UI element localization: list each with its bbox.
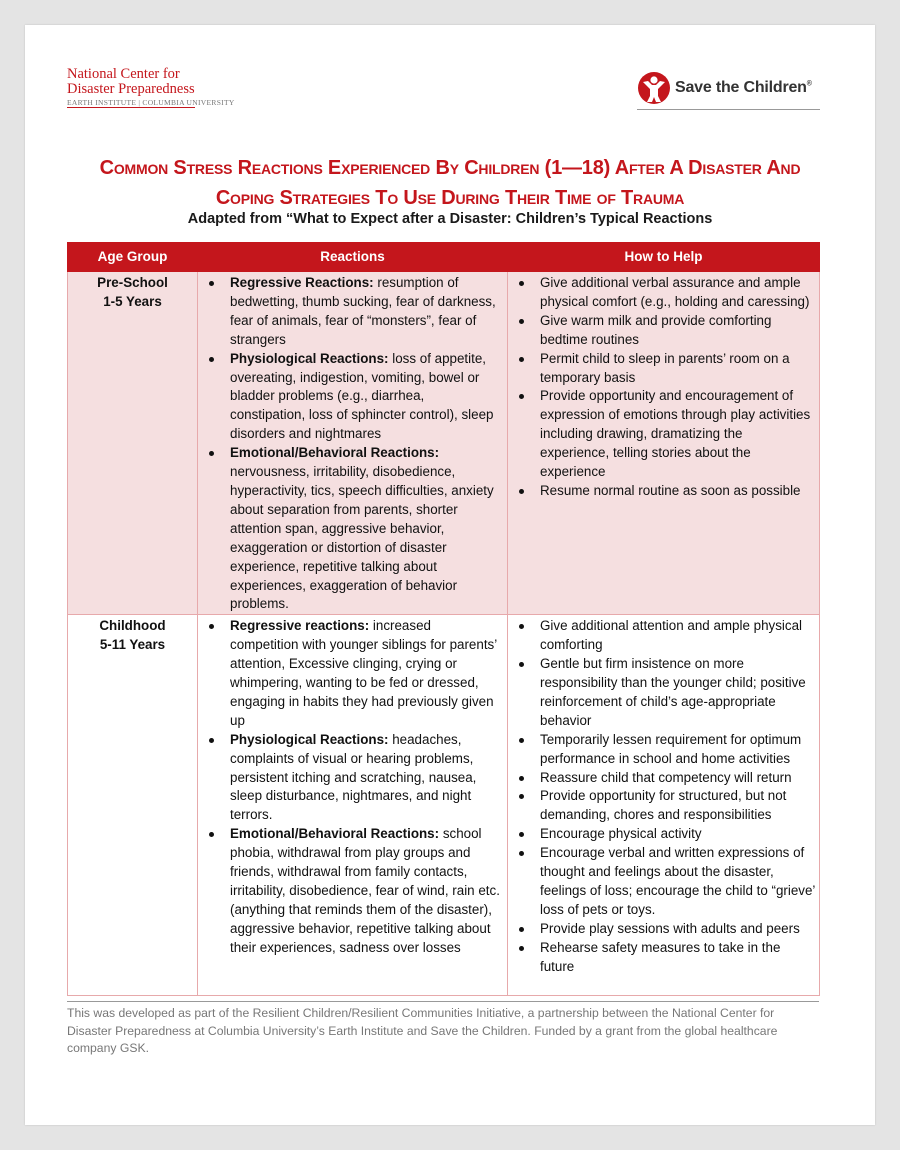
reaction-text: increased competition with younger siblings for parents’ attention, Excessive clinging, crying or whimpering, wanting to be fed or dressed, engaging in habits they had previously given up [230, 618, 497, 728]
list-item [202, 825, 503, 957]
header-rule [637, 109, 820, 110]
help-list [512, 617, 815, 976]
list-item: Rehearse safety measures to take in the future [512, 939, 815, 977]
list-item: Temporarily lessen requirement for optimum performance in school and home activities [512, 731, 815, 769]
footer-note: This was developed as part of the Resilient Children/Resilient Communities Initiative, a partnership between the National Center for Disaster Preparedness at Columbia University’s Earth Institute and Save the Children. Funded by a grant from the global healthcare company GSK. [67, 1006, 778, 1055]
ncdp-logo [67, 67, 235, 108]
save-the-children-wordmark: Save the Children® [675, 79, 812, 96]
reaction-label: Physiological Reactions: [230, 350, 389, 366]
list-item: Give additional attention and ample physical comforting [512, 617, 815, 655]
reaction-label: Regressive Reactions: [230, 275, 374, 290]
reactions-cell [198, 615, 508, 996]
list-item: Encourage verbal and written expressions of thought and feelings about the disaster, feelings of loss; encourage the child to “grieve’ loss of pets or toys. [512, 844, 815, 920]
list-item [202, 617, 503, 730]
table-row-childhood [68, 615, 820, 996]
list-item: Give warm milk and provide comforting bedtime routines [512, 312, 815, 350]
list-item: Gentle but firm insistence on more responsibility than the younger child; positive reinforcement of child’s age-appropriate behavior [512, 655, 815, 731]
title-line-2: Coping Strategies To Use During Their Time of Trauma [215, 187, 685, 209]
reaction-text: loss of appetite, overeating, indigestion, vomiting, bowel or bladder problems (e.g., diarrhea, constipation, loss of sphincter control), sleep disorders and nightmares [230, 350, 494, 442]
list-item: Reassure child that competency will return [512, 769, 815, 788]
reaction-label: Emotional/Behavioral Reactions: [230, 826, 440, 842]
reaction-label: Emotional/Behavioral Reactions: [230, 445, 440, 461]
document-page [25, 25, 875, 1125]
table-header-row [68, 243, 820, 272]
age-group-label: Pre-School [97, 275, 168, 290]
reactions-list [202, 617, 503, 957]
list-item: Provide opportunity for structured, but not demanding, chores and responsibilities [512, 787, 815, 825]
reaction-text: headaches, complaints of visual or hearing problems, persistent itching and scratching, nausea, sleep disturbance, nightmares, and night terrors. [230, 731, 477, 823]
list-item: Give additional verbal assurance and ample physical comfort (e.g., holding and caressing) [512, 274, 815, 312]
age-group-label: Childhood [99, 618, 166, 634]
table-row-preschool [68, 272, 820, 615]
list-item: Provide play sessions with adults and peers [512, 920, 815, 939]
help-list [512, 274, 815, 501]
header-reactions: Reactions [198, 243, 508, 272]
reaction-label: Regressive reactions: [230, 618, 370, 634]
reactions-cell [198, 272, 508, 615]
document-subtitle: Adapted from “What to Expect after a Disaster: Children’s Typical Reactions [187, 211, 713, 227]
reaction-text: resumption of bedwetting, thumb sucking, fear of darkness, fear of animals, fear of “monsters”, fear of strangers [230, 275, 496, 347]
list-item [202, 444, 503, 614]
reaction-text: school phobia, withdrawal from play groups and friends, withdrawal from family contacts, irritability, disobedience, fear of wind, rain etc. (anything that reminds them of the disaster), aggressive behavior, repetitive talking about their experiences, sadness over losses [230, 826, 500, 955]
list-item: Permit child to sleep in parents’ room on a temporary basis [512, 350, 815, 388]
reaction-label: Physiological Reactions: [230, 731, 389, 747]
help-cell [508, 272, 820, 615]
age-range-label: 5-11 Years [99, 637, 166, 653]
age-group-cell [68, 615, 198, 996]
help-cell [508, 615, 820, 996]
ncdp-logo-line2: Disaster Preparedness [67, 81, 195, 97]
list-item [202, 731, 503, 826]
list-item: Resume normal routine as soon as possible [512, 482, 815, 501]
ncdp-logo-line3: EARTH INSTITUTE | COLUMBIA UNIVERSITY [67, 98, 235, 107]
list-item [202, 274, 503, 350]
ncdp-logo-rule [67, 107, 195, 108]
reactions-list [202, 274, 503, 614]
list-item [202, 350, 503, 445]
list-item: Encourage physical activity [512, 825, 815, 844]
save-the-children-logo [637, 71, 812, 105]
header-how-to-help: How to Help [508, 243, 820, 272]
ncdp-logo-line1: National Center for [67, 66, 180, 82]
save-the-children-figure-icon [637, 71, 671, 105]
header-age-group: Age Group [68, 243, 198, 272]
footer-rule [67, 1001, 819, 1002]
list-item: Provide opportunity and encouragement of expression of emotions through play activities including drawing, dramatizing the experience, telling stories about the experience [512, 387, 815, 482]
reaction-text: nervousness, irritability, disobedience, hyperactivity, tics, speech difficulties, anxiety about separation from parents, shorter attention span, aggressive behavior, exaggeration or distortion of disaster experience, repetitive talking about experiences, exaggeration of behavior problems. [230, 464, 494, 612]
age-group-cell [68, 272, 198, 615]
age-range-label: 1-5 Years [103, 293, 162, 309]
title-line-1: Common Stress Reactions Experienced By Children (1—18) After A Disaster And [99, 157, 801, 179]
stress-reactions-table [67, 242, 820, 996]
document-title [65, 153, 835, 213]
